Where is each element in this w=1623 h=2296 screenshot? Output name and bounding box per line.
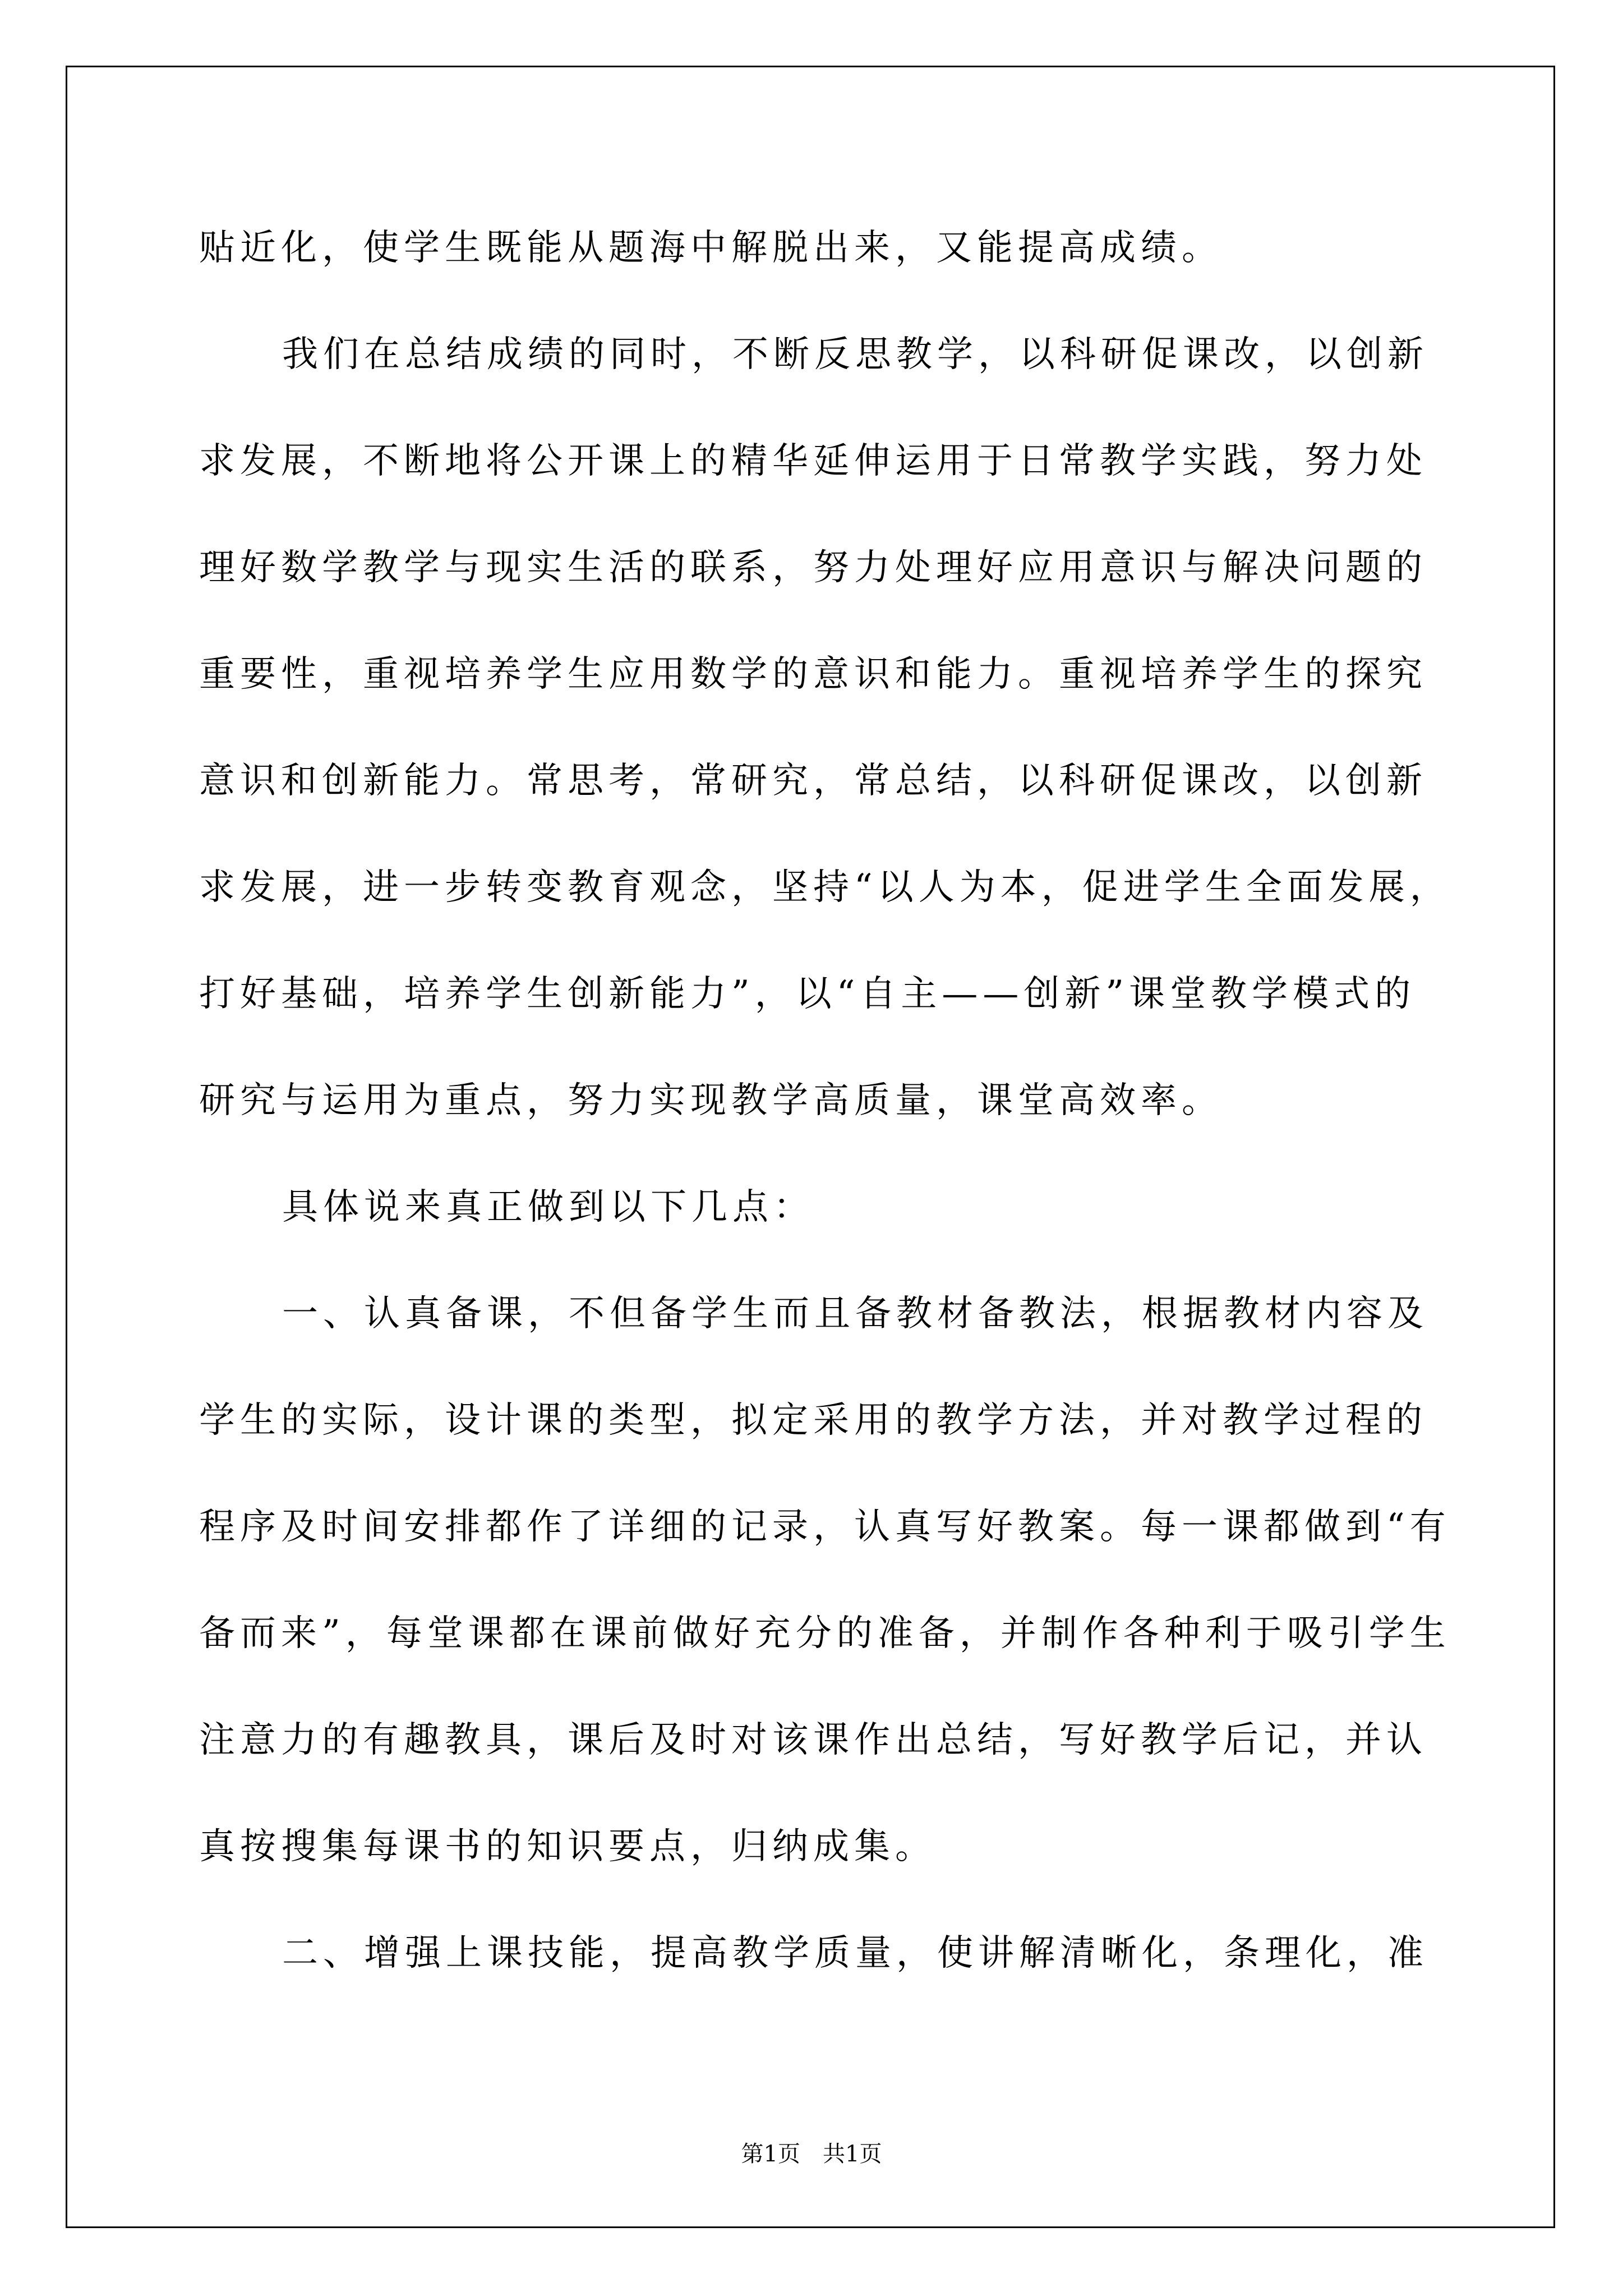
text-line: 求发展，不断地将公开课上的精华延伸运用于日常教学实践，努力处 [199, 440, 1427, 482]
paragraph-line: 具体说来真正做到以下几点： [282, 1186, 814, 1228]
text-line: 意识和创新能力。常思考，常研究，常总结，以科研促课改，以创新 [199, 760, 1427, 802]
text-line: 重要性，重视培养学生应用数学的意识和能力。重视培养学生的探究 [199, 654, 1427, 695]
text-line: 注意力的有趣教具，课后及时对该课作出总结，写好教学后记，并认 [199, 1719, 1427, 1761]
text-line: 备而来”，每堂课都在课前做好充分的准备，并制作各种利于吸引学生 [199, 1613, 1451, 1654]
text-line: 真按搜集每课书的知识要点，归纳成集。 [199, 1826, 936, 1867]
paragraph-line: 二、增强上课技能，提高教学质量，使讲解清晰化，条理化，准 [282, 1932, 1428, 1974]
page-footer [0, 2143, 1623, 2165]
page-total: 共1页 [823, 2141, 882, 2167]
text-line: 打好基础，培养学生创新能力”，以“自主——创新”课堂教学模式的 [199, 973, 1416, 1015]
text-line: 程序及时间安排都作了详细的记录，认真写好教案。每一课都做到“有 [199, 1506, 1451, 1548]
text-line: 贴近化，使学生既能从题海中解脱出来，又能提高成绩。 [199, 227, 1223, 269]
paragraph-line: 一、认真备课，不但备学生而且备教材备教法，根据教材内容及 [282, 1293, 1428, 1335]
text-line: 求发展，进一步转变教育观念，坚持“以人为本，促进学生全面发展， [199, 867, 1451, 908]
text-line: 理好数学教学与现实生活的联系，努力处理好应用意识与解决问题的 [199, 547, 1427, 588]
page-border [66, 66, 1555, 2228]
page-number: 第1页 [741, 2141, 800, 2167]
text-line: 研究与运用为重点，努力实现教学高质量，课堂高效率。 [199, 1080, 1223, 1121]
text-line: 学生的实际，设计课的类型，拟定采用的教学方法，并对教学过程的 [199, 1400, 1427, 1441]
paragraph-line: 我们在总结成绩的同时，不断反思教学，以科研促课改，以创新 [282, 334, 1428, 375]
